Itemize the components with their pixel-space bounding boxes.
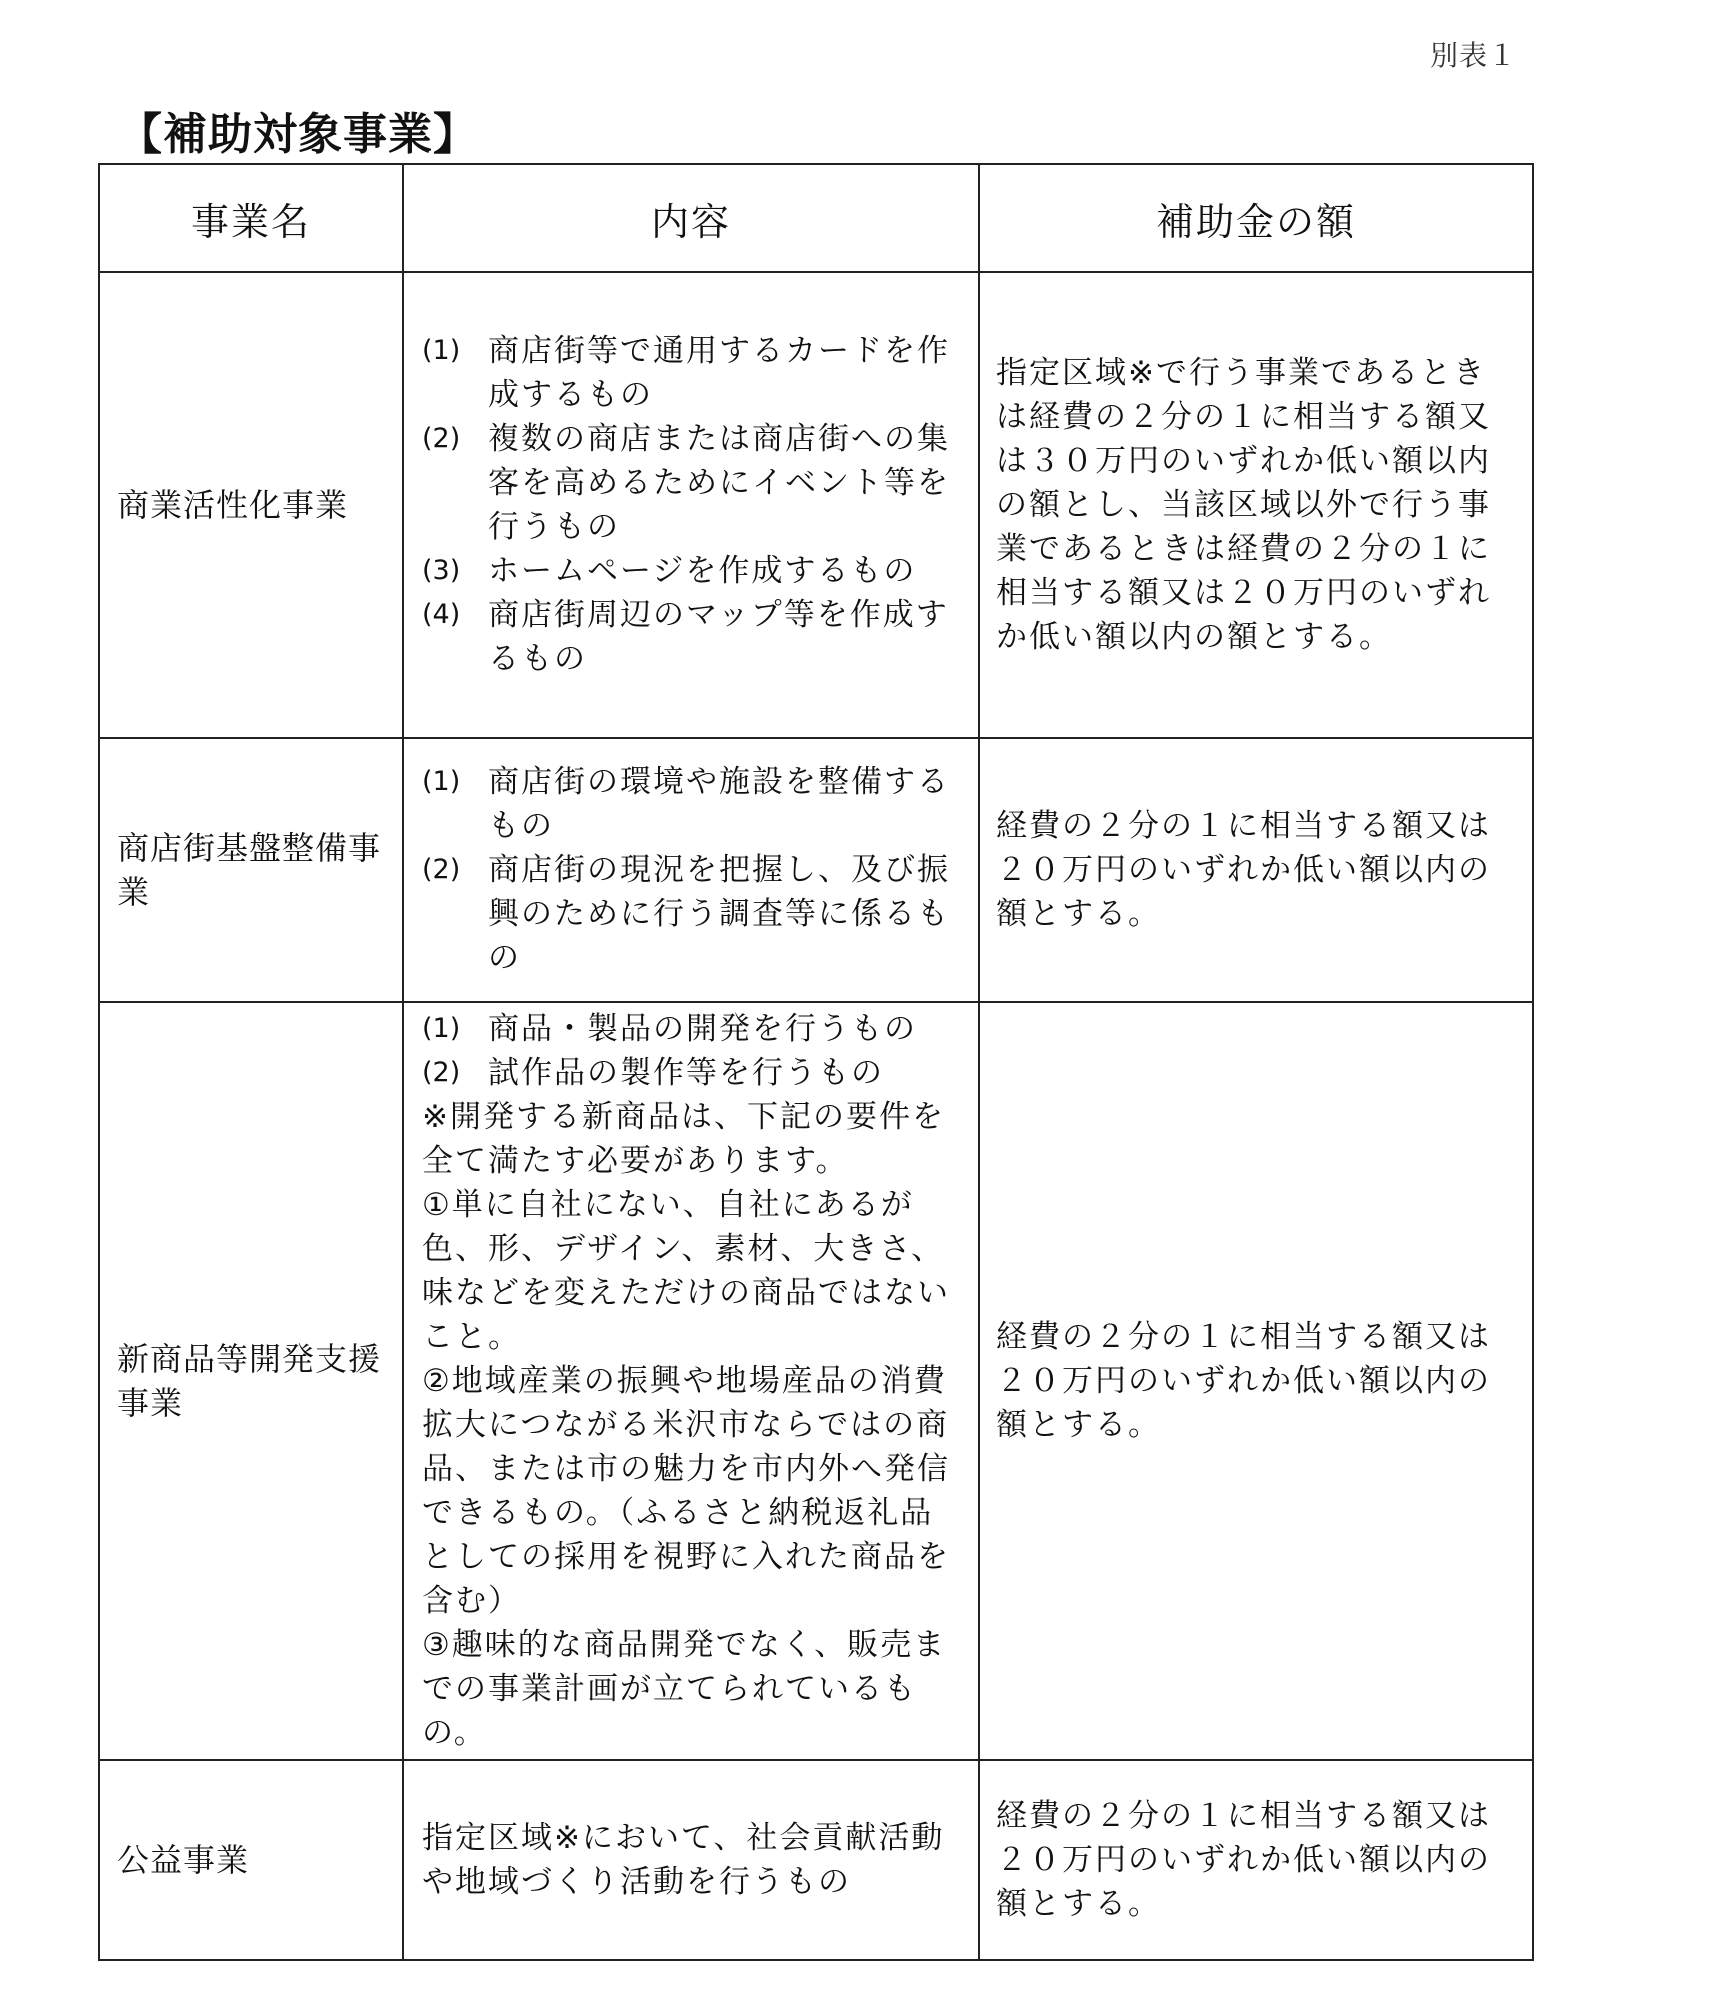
item-text: ホームページを作成するもの (488, 553, 917, 590)
content-cell (403, 738, 979, 1002)
header-business-name: 事業名 (99, 164, 403, 272)
item-number: (1) (422, 1013, 461, 1044)
content-list-item (422, 760, 964, 848)
item-number: (2) (422, 1057, 461, 1089)
header-content: 内容 (403, 164, 979, 272)
content-list-item (422, 593, 964, 681)
subsidy-amount-cell: 経費の２分の１に相当する額又は２０万円のいずれか低い額以内の額とする。 (979, 1002, 1533, 1760)
subsidy-amount-cell: 経費の２分の１に相当する額又は２０万円のいずれか低い額以内の額とする。 (979, 738, 1533, 1002)
requirement-note: ①単に自社にない、自社にあるが色、形、デザイン、素材、大きさ、味などを変えただけの商品ではないこと。 (422, 1187, 950, 1356)
content-list-item (422, 417, 964, 549)
table-row (99, 272, 1533, 738)
table-row (99, 738, 1533, 1002)
subsidy-table (98, 163, 1534, 1961)
content-cell (403, 272, 979, 738)
document-title: 【補助対象事業】 (118, 109, 478, 160)
requirement-note: ※開発する新商品は、下記の要件を全て満たす必要があります。 (422, 1099, 945, 1180)
item-number: (2) (422, 853, 461, 885)
item-text: 商店街の環境や施設を整備するもの (488, 763, 950, 844)
business-name-cell: 商店街基盤整備事業 (99, 738, 403, 1002)
table-row (99, 1760, 1533, 1960)
requirement-note: ②地域産業の振興や地場産品の消費拡大につながる米沢市ならではの商品、または市の魅力を市内外へ発信できるもの。（ふるさと納税返礼品としての採用を視野に入れた商品を含む） (422, 1363, 950, 1620)
table-row (99, 1002, 1533, 1760)
content-cell: 指定区域※において、社会貢献活動や地域づくり活動を行うもの (403, 1760, 979, 1960)
business-name-cell: 商業活性化事業 (99, 272, 403, 738)
requirement-note: ③趣味的な商品開発でなく、販売までの事業計画が立てられているもの。 (422, 1627, 947, 1752)
item-number: (2) (422, 422, 461, 454)
header-subsidy-amount: 補助金の額 (979, 164, 1533, 272)
content-list-item (422, 1051, 964, 1095)
content-cell (403, 1002, 979, 1760)
content-list-item (422, 1007, 964, 1051)
item-text: 複数の商店または商店街への集客を高めるためにイベント等を行うもの (488, 420, 950, 545)
item-text: 商店街の現況を把握し、及び振興のために行う調査等に係るもの (488, 851, 950, 977)
content-list-item (422, 848, 964, 980)
content-list-item (422, 329, 964, 417)
content-list-item (422, 549, 964, 593)
item-number: (1) (422, 765, 461, 797)
item-number: (1) (422, 334, 461, 366)
item-number: (3) (422, 555, 461, 587)
item-text: 試作品の製作等を行うもの (488, 1055, 884, 1092)
item-number: (4) (422, 599, 461, 631)
item-text: 商品・製品の開発を行うもの (488, 1011, 917, 1047)
subsidy-amount-cell: 経費の２分の１に相当する額又は２０万円のいずれか低い額以内の額とする。 (979, 1760, 1533, 1960)
business-name-cell: 新商品等開発支援事業 (99, 1002, 403, 1760)
page-label: 別表１ (1429, 39, 1517, 72)
table-header-row (99, 164, 1533, 272)
subsidy-amount-cell: 指定区域※で行う事業であるときは経費の２分の１に相当する額又は３０万円のいずれか低い額以内の額とし、当該区域以外で行う事業であるときは経費の２分の１に相当する額又は２０万円のいずれか低い額以内の額とする。 (979, 272, 1533, 738)
item-text: 商店街周辺のマップ等を作成するもの (488, 597, 949, 678)
item-text: 商店街等で通用するカードを作成するもの (488, 332, 950, 413)
business-name-cell: 公益事業 (99, 1760, 403, 1960)
